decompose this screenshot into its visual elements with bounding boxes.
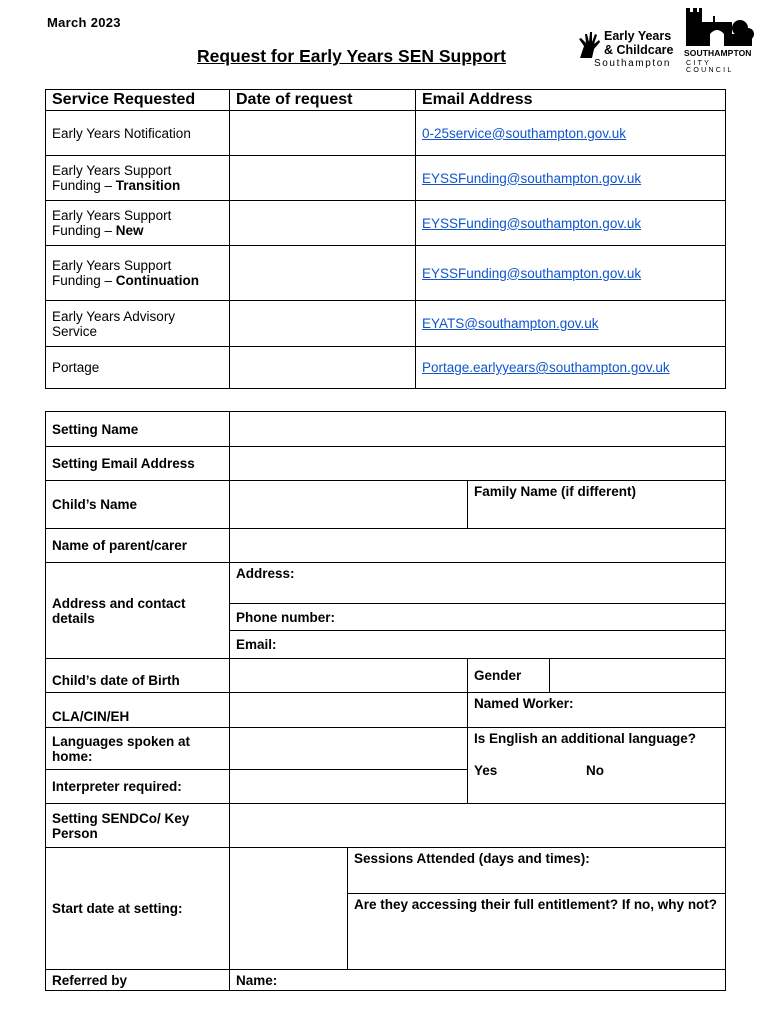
date-of-request-input[interactable] bbox=[230, 201, 416, 246]
parent-name-input[interactable] bbox=[230, 529, 726, 563]
date-of-request-input[interactable] bbox=[230, 246, 416, 301]
phone-field[interactable]: Phone number: bbox=[230, 604, 726, 631]
date-of-request-input[interactable] bbox=[230, 301, 416, 347]
start-date-input[interactable] bbox=[230, 848, 348, 970]
dob-input[interactable] bbox=[230, 659, 468, 693]
logo-line-2: & Childcare bbox=[604, 43, 674, 57]
date-of-request-input[interactable] bbox=[230, 347, 416, 389]
council-name-line-1: SOUTHAMPTON bbox=[684, 48, 752, 58]
email-link[interactable]: 0-25service@southampton.gov.uk bbox=[416, 111, 726, 156]
service-cell: Portage bbox=[46, 347, 230, 389]
named-worker-field[interactable]: Named Worker: bbox=[468, 693, 726, 728]
setting-email-input[interactable] bbox=[230, 447, 726, 481]
sendco-input[interactable] bbox=[230, 804, 726, 848]
setting-email-label: Setting Email Address bbox=[46, 447, 230, 481]
entitlement-field[interactable]: Are they accessing their full entitlement? If no, why not? bbox=[348, 894, 726, 970]
interpreter-label: Interpreter required: bbox=[46, 770, 230, 804]
logo-line-1: Early Years bbox=[604, 29, 672, 43]
childs-name-label: Child’s Name bbox=[46, 481, 230, 529]
document-date: March 2023 bbox=[47, 15, 121, 30]
cla-label: CLA/CIN/EH bbox=[46, 693, 230, 728]
sendco-label: Setting SENDCo/ Key Person bbox=[46, 804, 230, 848]
eal-options bbox=[474, 763, 719, 778]
referred-by-label: Referred by bbox=[46, 970, 230, 991]
header-service: Service Requested bbox=[46, 90, 230, 111]
service-cell: Early Years Notification bbox=[46, 111, 230, 156]
page-title: Request for Early Years SEN Support bbox=[197, 46, 506, 66]
services-header-row bbox=[46, 90, 726, 111]
early-years-logo bbox=[576, 28, 680, 72]
cla-input[interactable] bbox=[230, 693, 468, 728]
setting-name-label: Setting Name bbox=[46, 412, 230, 447]
email-link[interactable]: EYATS@southampton.gov.uk bbox=[416, 301, 726, 347]
interpreter-input[interactable] bbox=[230, 770, 468, 804]
childs-name-input[interactable] bbox=[230, 481, 468, 529]
service-cell: Early Years Support Funding – Transition bbox=[46, 156, 230, 201]
date-of-request-input[interactable] bbox=[230, 111, 416, 156]
castle-icon bbox=[684, 6, 754, 48]
table-row bbox=[46, 156, 726, 201]
family-name-field[interactable]: Family Name (if different) bbox=[468, 481, 726, 529]
header-date: Date of request bbox=[230, 90, 416, 111]
eal-no-option[interactable]: No bbox=[586, 763, 604, 778]
table-row bbox=[46, 347, 726, 389]
date-of-request-input[interactable] bbox=[230, 156, 416, 201]
languages-label: Languages spoken at home: bbox=[46, 728, 230, 770]
email-field[interactable]: Email: bbox=[230, 631, 726, 659]
services-table bbox=[45, 89, 726, 389]
parent-name-label: Name of parent/carer bbox=[46, 529, 230, 563]
service-cell: Early Years Support Funding – Continuation bbox=[46, 246, 230, 301]
address-field[interactable]: Address: bbox=[230, 563, 726, 604]
child-details-form bbox=[45, 411, 726, 991]
email-link[interactable]: Portage.earlyyears@southampton.gov.uk bbox=[416, 347, 726, 389]
dob-label: Child’s date of Birth bbox=[46, 659, 230, 693]
header-email: Email Address bbox=[416, 90, 726, 111]
referrer-name-field[interactable]: Name: bbox=[230, 970, 726, 991]
council-name-line-2: CITY COUNCIL bbox=[686, 60, 734, 74]
start-date-label: Start date at setting: bbox=[46, 848, 230, 970]
address-contact-label: Address and contact details bbox=[46, 563, 230, 659]
email-link[interactable]: EYSSFunding@southampton.gov.uk bbox=[416, 246, 726, 301]
council-logo bbox=[684, 6, 756, 72]
email-link[interactable]: EYSSFunding@southampton.gov.uk bbox=[416, 201, 726, 246]
table-row bbox=[46, 246, 726, 301]
languages-input[interactable] bbox=[230, 728, 468, 770]
logo-line-3: Southampton bbox=[594, 58, 672, 69]
service-cell: Early Years Advisory Service bbox=[46, 301, 230, 347]
gender-label: Gender bbox=[468, 659, 550, 693]
eal-field[interactable] bbox=[468, 728, 726, 804]
email-link[interactable]: EYSSFunding@southampton.gov.uk bbox=[416, 156, 726, 201]
sessions-field[interactable]: Sessions Attended (days and times): bbox=[348, 848, 726, 894]
service-cell: Early Years Support Funding – New bbox=[46, 201, 230, 246]
table-row bbox=[46, 201, 726, 246]
setting-name-input[interactable] bbox=[230, 412, 726, 447]
gender-input[interactable] bbox=[550, 659, 726, 693]
eal-question: Is English an additional language? bbox=[474, 731, 697, 746]
eal-yes-option[interactable]: Yes bbox=[474, 763, 498, 778]
table-row bbox=[46, 301, 726, 347]
handprint-icon bbox=[576, 30, 602, 60]
table-row bbox=[46, 111, 726, 156]
